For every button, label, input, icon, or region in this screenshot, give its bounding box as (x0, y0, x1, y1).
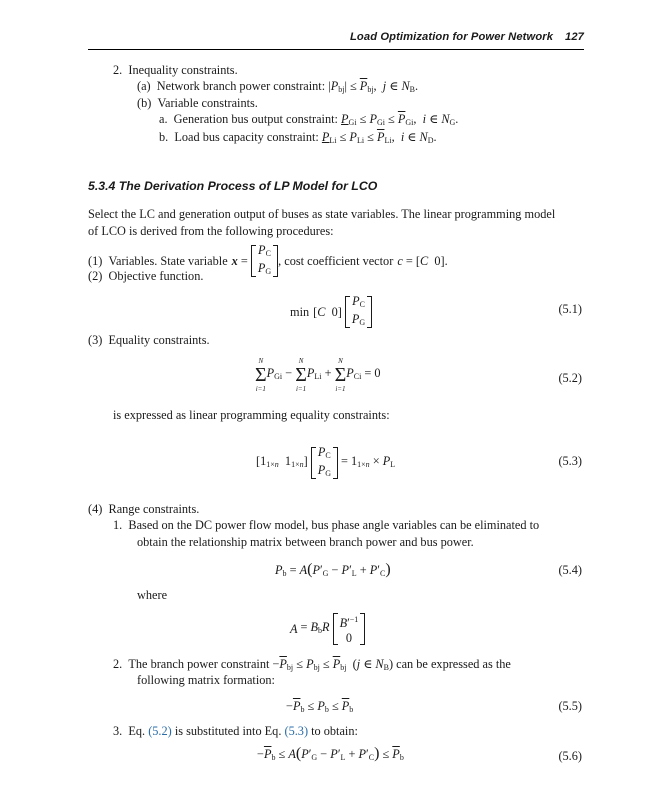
equation-5-4: $P_b = A(P'_G - P'_L + P'_C)$ (275, 561, 391, 578)
expressed-text: is expressed as linear programming equality constraints: (113, 408, 390, 422)
range-2-line-2: following matrix formation: (137, 673, 275, 687)
running-header (350, 31, 584, 43)
equation-number-5-5: (5.5) (558, 699, 582, 713)
range-2-post: can be expressed as the (396, 657, 511, 671)
header-rule (88, 49, 584, 50)
equation-5-2: N Σ i=1 $P_{Gi}$ − N Σ i=1 $P_{Li}$ + N Σ i=1 $P_{Ci} = 0$ (255, 357, 381, 393)
min-label: min (290, 304, 310, 319)
equation-5-1: min [C 0] $P_C$ $P_G$ (290, 294, 372, 330)
intro-line-2: of LCO is derived from the following procedures: (88, 224, 334, 238)
item-load-capacity-constraint (159, 130, 437, 148)
step-variables-label: (1) Variables. State variable (88, 253, 228, 268)
equation-5-5: $-\overline{P}_b \le P_b \le \overline{P}_b$ (286, 699, 354, 714)
step-equality: (3) Equality constraints. (88, 333, 210, 347)
item-inequality-constraints: 2. Inequality constraints. (113, 63, 238, 77)
step-range: (4) Range constraints. (88, 502, 200, 516)
intro-line-1: Select the LC and generation output of buses as state variables. The linear programming model (88, 207, 556, 221)
step-objective: (2) Objective function. (88, 269, 204, 283)
matrix-A-symbol: A (290, 621, 298, 636)
range-3-post: to obtain: (311, 724, 358, 738)
generation-label: a. Generation bus output constraint: (159, 112, 338, 126)
state-vector: $P_C$ $P_G$ (251, 243, 278, 279)
equation-number-5-3: (5.3) (558, 454, 582, 468)
range-1-line-2: obtain the relationship matrix between branch power and bus power. (137, 535, 474, 549)
generation-formula: $P_{Gi} \le P_{Gi} \le \overline{P}_{Gi}$, i ∈ $N_G$. (341, 112, 459, 127)
range-3-line (113, 724, 358, 739)
branch-power-formula: $|P_{bj}| \le \overline{P}_{bj}$, j ∈ $N_B$. (328, 79, 419, 94)
where-label: where (137, 588, 168, 602)
range-3-pre: 3. Eq. (113, 724, 146, 738)
range-1-line-1: 1. Based on the DC power flow model, bus phase angle variables can be eliminated to (113, 518, 540, 532)
item-variable-constraints: (b) Variable constraints. (137, 96, 258, 110)
range-2-line-1: 2. The branch power constraint $-\overline{P}_{bj} \le P_{bj} \le \overline{P}_{bj}$ (j ∈ $N_B$) can be expressed as the (113, 657, 511, 672)
eq-ref-5-3[interactable]: (5.3) (284, 724, 309, 738)
equation-number-5-4: (5.4) (558, 563, 582, 577)
page-number: 127 (565, 31, 584, 43)
header-title: Load Optimization for Power Network (350, 31, 554, 43)
equation-number-5-1: (5.1) (558, 302, 582, 316)
load-capacity-label: b. Load bus capacity constraint: (159, 130, 319, 144)
item-branch-power-constraint (137, 79, 418, 97)
eq-ref-5-2[interactable]: (5.2) (148, 724, 172, 738)
matrix-zero: 0 (345, 630, 352, 645)
range-2-pre: 2. The branch power constraint (113, 657, 270, 671)
equation-number-5-6: (5.6) (558, 749, 582, 763)
equation-5-6: $-\overline{P}_b \le A(P'_G - P'_L + P'_C) \le \overline{P}_b$ (257, 745, 404, 762)
section-heading: 5.3.4 The Derivation Process of LP Model for LCO (88, 179, 378, 193)
branch-power-label: (a) Network branch power constraint: (137, 79, 326, 93)
item-generation-constraint (159, 112, 458, 130)
equation-5-3: [$1_{1\times n}$ $1_{1\times n}$] $P_C$ $P_G$ = $1_{1\times n} \times P_L$ (256, 445, 396, 478)
equation-number-5-2: (5.2) (558, 371, 582, 385)
step-variables-mid: , cost coefficient vector (278, 253, 394, 268)
step-variables: (1) Variables. State variable x = $P_C$ $P_G$ , cost coefficient vector c = [C 0]. (88, 243, 448, 279)
matrix-A-definition: A = $B_bR$ $B'^{-1}$ 0 (290, 613, 365, 645)
range-3-mid: is substituted into Eq. (174, 724, 282, 738)
load-capacity-formula: $P_{Li} \le P_{Li} \le \overline{P}_{Li}$, i ∈ $N_D$. (321, 130, 437, 145)
